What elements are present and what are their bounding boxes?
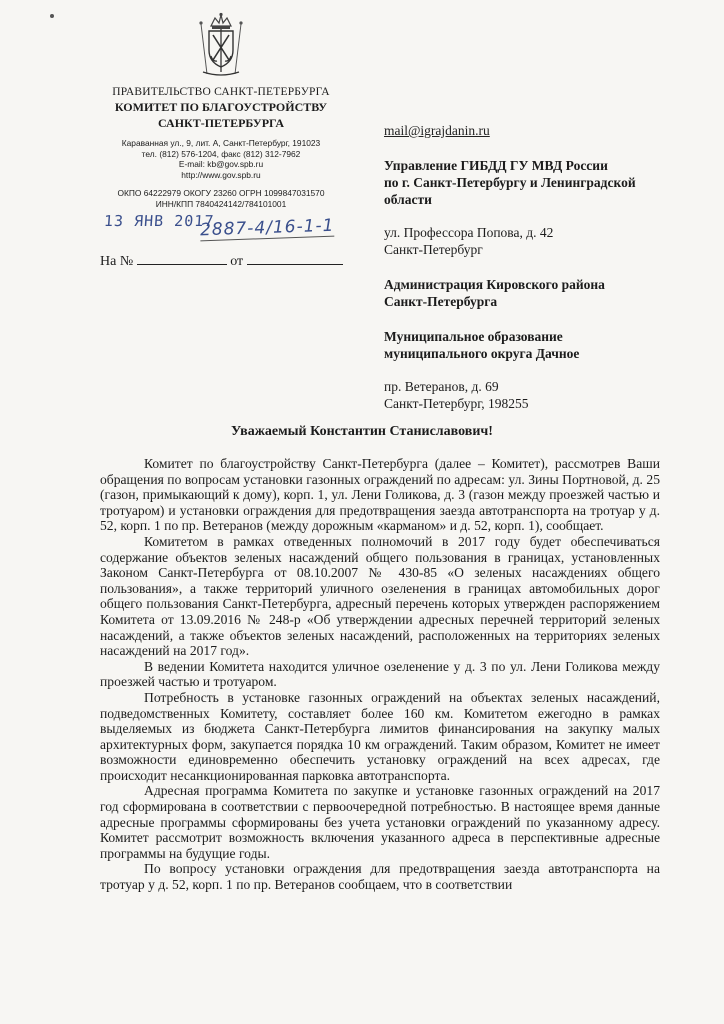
committee-address: Караванная ул., 9, лит. А, Санкт-Петербург, 191023 — [121, 138, 321, 148]
registration-date-stamp: 13 ЯНВ 2017 — [103, 212, 215, 230]
committee-name-line1: КОМИТЕТ ПО БЛАГОУСТРОЙСТВУ — [114, 100, 328, 114]
recipient1-address-street: ул. Профессора Попова, д. 42 — [384, 225, 554, 240]
coat-of-arms-icon — [195, 12, 247, 78]
letterhead — [96, 12, 346, 209]
recipient1-line3: области — [384, 192, 432, 207]
scan-mark — [50, 14, 54, 18]
committee-website: http://www.gov.spb.ru — [181, 169, 261, 180]
body-paragraph: Потребность в установке газонных ограждений на объектах зеленых насаждений, подведомственных Комитету, составляет более 160 км. Комитетом ежегодно в рамках выделяемых из бюджета Санкт-Петербурга лимитов финансирования на закупку малых архитектурных форм, закупается порядка 10 км ограждений. Таким образом, Комитет не имеет возможности единовременно обеспечить установку ограждений на всех адресах, где происходит несанкционированная парковка автотранспорта. — [100, 689, 660, 783]
committee-phone: тел. (812) 576-1204, факс (812) 312-7962 — [141, 148, 301, 159]
body-paragraph: По вопросу установки ограждения для предотвращения заезда автотранспорта на тротуар у д. 52, корп. 1 по пр. Ветеранов сообщаем, что в соответствии — [100, 861, 660, 893]
committee-email: E-mail: kb@gov.spb.ru — [178, 159, 264, 169]
addressees-block — [384, 122, 714, 412]
letter-body — [100, 456, 660, 893]
committee-name-line2: САНКТ-ПЕТЕРБУРГА — [157, 116, 285, 130]
recipient3-address-street: пр. Ветеранов, д. 69 — [384, 379, 499, 394]
committee-codes-line1: ОКПО 64222979 ОКОГУ 23260 ОГРН 1099847031570 — [117, 188, 325, 198]
committee-codes-line2: ИНН/КПП 7840424142/784101001 — [155, 198, 287, 209]
recipient-email: mail@igrajdanin.ru — [384, 123, 490, 138]
recipient1-address-city: Санкт-Петербург — [384, 242, 483, 257]
body-paragraph: В ведении Комитета находится уличное озеленение у д. 3 по ул. Лени Голикова между проезжей частью и тротуаром. — [100, 658, 660, 690]
reference-from-blank — [247, 252, 343, 265]
recipient3-line2: муниципального округа Дачное — [384, 346, 580, 361]
reference-line — [100, 252, 343, 270]
body-paragraph: Комитетом в рамках отведенных полномочий в 2017 году будет обеспечиваться содержание объектов зеленых насаждений общего пользования в границах, установленных Законом Санкт-Петербурга от 08.10.2007 № 430-85 «О зеленых насаждениях общего пользования», а также территорий уличного озеленения в границах автомобильных дорог общего пользования Санкт-Петербурга, адресный перечень которых утвержден распоряжением Комитета от 13.09.2016 № 248-р «Об утверждении адресных перечней территорий зеленых насаждений, а также объектов зеленых насаждений, расположенных на территориях зеленых насаждений на 2017 год». — [100, 533, 660, 659]
recipient3-line1: Муниципальное образование — [384, 329, 563, 344]
registration-number: 2887-4/16-1-1 — [199, 215, 335, 241]
recipient1-line1: Управление ГИБДД ГУ МВД России — [384, 158, 608, 173]
recipient1-line2: по г. Санкт-Петербургу и Ленинградской — [384, 175, 636, 190]
body-paragraph: Адресная программа Комитета по закупке и установке газонных ограждений на 2017 год сформирована в соответствии с первоочередной потребностью. В настоящее время данные адресные программы сформированы без учета установки ограждений по указанному адресу. Комитет рассмотрит возможность включения указанного адреса в перспективные адресные программы на будущие годы. — [100, 783, 660, 861]
reference-from-label: от — [230, 254, 244, 269]
reference-no-label: На № — [100, 254, 134, 269]
salutation: Уважаемый Константин Станиславович! — [231, 424, 493, 439]
government-name: ПРАВИТЕЛЬСТВО САНКТ-ПЕТЕРБУРГА — [112, 86, 330, 98]
recipient2-line2: Санкт-Петербурга — [384, 294, 498, 309]
body-paragraph: Комитет по благоустройству Санкт-Петербурга (далее – Комитет), рассмотрев Ваши обращения по вопросам установки газонных ограждений по адресам: ул. Зины Портновой, д. 25 (газон, примыкающий к дому), корп. 1, ул. Лени Голикова, д. 3 (газон между проезжей частью и тротуаром) и установки ограждения для предотвращения заезда автотранспорта на тротуар у д. 52, корп. 1 по пр. Ветеранов (между дорожным «карманом» и д. 52, корп. 1), сообщает. — [100, 456, 660, 534]
recipient3-address-city: Санкт-Петербург, 198255 — [384, 396, 529, 411]
reference-no-blank — [137, 252, 227, 265]
recipient2-line1: Администрация Кировского района — [384, 277, 605, 292]
